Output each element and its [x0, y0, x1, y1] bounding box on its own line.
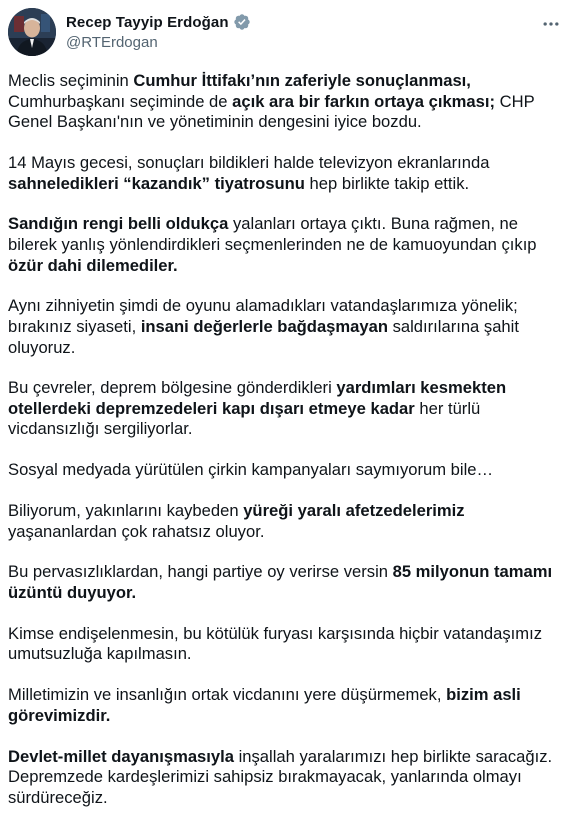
text-segment: hep birlikte takip ettik. — [304, 173, 470, 193]
text-segment: Biliyorum, yakınlarını kaybeden — [8, 501, 244, 521]
tweet-paragraph — [8, 501, 563, 542]
text-segment: yalanları ortaya çıktı. Buna rağmen, ne bilerek yanlış yönlendirdikleri seçmenlerinden ne de kamuoyundan çıkıp — [8, 214, 537, 254]
tweet-paragraph — [8, 562, 563, 603]
bold-text-segment: yüreği yaralı afetzedelerimiz — [243, 501, 465, 521]
author-name-row — [66, 12, 251, 32]
author-name[interactable]: Recep Tayyip Erdoğan — [66, 13, 229, 31]
avatar-photo — [8, 8, 56, 56]
avatar[interactable] — [8, 8, 56, 56]
bold-text-segment: sahneledikleri “kazandık” tiyatrosunu — [8, 173, 305, 193]
tweet-header — [8, 8, 563, 60]
text-segment: Sosyal medyada yürütülen çirkin kampanyaları saymıyorum bile… — [8, 460, 494, 480]
tweet-paragraph — [8, 214, 563, 276]
verified-badge-icon[interactable] — [233, 13, 251, 31]
text-segment: Bu çevreler, deprem bölgesine gönderdikleri — [8, 378, 337, 398]
text-segment: CHP Genel Başkanı'nın ve yönetiminin dengesini iyice bozdu. — [8, 91, 535, 132]
text-segment: inşallah yaralarımızı hep birlikte saracağız. Depremzede kardeşlerimizi sahipsiz bırakmayacak, yanlarında olmayı sürdüreceğiz. — [8, 746, 553, 807]
tweet-paragraph — [8, 153, 563, 194]
bold-text-segment: Devlet-millet dayanışmasıyla — [8, 746, 234, 766]
bold-text-segment: açık ara bir farkın ortaya çıkması; — [232, 91, 496, 111]
more-options-icon[interactable] — [539, 12, 563, 36]
text-segment: Meclis seçiminin — [8, 71, 134, 90]
text-segment: Bu pervasızlıklardan, hangi partiye oy verirse versin — [8, 562, 393, 582]
text-segment: Aynı zihniyetin şimdi de oyunu alamadıkları vatandaşlarımıza yönelik; bırakınız siyaseti, — [8, 296, 518, 336]
text-segment: saldırılarına şahit oluyoruz. — [8, 316, 519, 357]
tweet-paragraph — [8, 378, 563, 440]
tweet-paragraph — [8, 685, 563, 726]
text-segment: 14 Mayıs gecesi, sonuçları bildikleri halde televizyon ekranlarında — [8, 152, 490, 172]
text-segment: Milletimizin ve insanlığın ortak vicdanını yere düşürmemek, — [8, 685, 447, 705]
author-block — [66, 12, 251, 51]
tweet-paragraph — [8, 747, 563, 809]
bold-text-segment: yardımları kesmekten otellerdeki depremzedeleri kapı dışarı etmeye kadar — [8, 378, 507, 418]
text-segment: Kimse endişelenmesin, bu kötülük furyası karşısında hiçbir vatandaşımız umutsuzluğa kapılmasın. — [8, 623, 543, 664]
tweet-paragraph — [8, 71, 563, 133]
author-handle[interactable]: @RTErdogan — [66, 34, 158, 51]
bold-text-segment: insani değerlerle bağdaşmayan — [140, 316, 388, 336]
tweet-text — [8, 71, 563, 829]
text-segment: yaşananlardan çok rahatsız oluyor. — [8, 521, 265, 541]
text-segment: Cumhurbaşkanı seçiminde de — [8, 91, 233, 111]
bold-text-segment: Cumhur İttifakı’nın zaferiyle sonuçlanması, — [133, 71, 471, 90]
tweet-paragraph — [8, 624, 563, 665]
text-segment: her türlü vicdansızlığı sergiliyorlar. — [8, 398, 481, 439]
tweet-paragraph — [8, 296, 563, 358]
bold-text-segment: Sandığın rengi belli oldukça — [8, 214, 229, 234]
bold-text-segment: bizim asli görevimizdir. — [8, 685, 521, 725]
bold-text-segment: 85 milyonun tamamı üzüntü duyuyor. — [8, 562, 553, 602]
bold-text-segment: özür dahi dilemediler. — [8, 255, 178, 275]
tweet-paragraph — [8, 460, 563, 481]
